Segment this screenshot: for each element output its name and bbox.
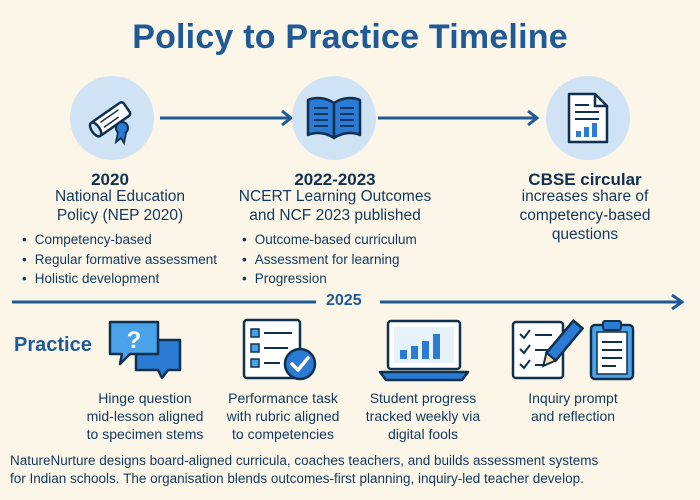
milestone-year: CBSE circular	[528, 170, 642, 189]
open-book-icon	[305, 93, 363, 143]
milestone-description	[490, 187, 680, 244]
description-line: Policy (NEP 2020)	[56, 207, 184, 224]
caption-line: mid-lesson aligned	[86, 408, 204, 424]
document-chart-icon	[565, 91, 611, 145]
diploma-scroll-icon	[84, 90, 140, 146]
description-line: and NCF 2023 published	[249, 207, 421, 224]
milestone-bullets	[22, 230, 242, 289]
bullet-item: • Outcome-based curriculum	[242, 230, 462, 250]
arrow-2020-to-2022	[160, 111, 291, 125]
caption-line: digital fools	[387, 426, 459, 442]
footer-line: for Indian schools. The organisation blends outcomes-first planning, inquiry-led teacher develop.	[10, 471, 584, 486]
milestone-description	[225, 187, 445, 225]
description-line: National Education	[54, 188, 186, 205]
arrow-2022-to-cbse	[378, 111, 537, 125]
bullet-item: • Regular formative assessment	[22, 250, 242, 270]
bullet-item: • Progression	[242, 269, 462, 289]
milestone-icon-circle	[292, 76, 376, 160]
checklist-badge-icon	[240, 316, 320, 384]
clipboard-icon	[588, 318, 636, 382]
practice-caption	[348, 389, 498, 443]
practice-caption	[208, 389, 358, 443]
description-line: competency-based	[519, 207, 651, 224]
pencil-clipboard-icon	[510, 316, 584, 384]
bullet-item: • Holistic development	[22, 269, 242, 289]
footer-line: NatureNurture designs board-aligned curricula, coaches teachers, and builds assessment systems	[10, 453, 599, 468]
footer-description	[10, 452, 694, 488]
description-line: NCERT Learning Outcomes	[238, 188, 432, 205]
caption-line: with rubric aligned	[226, 408, 340, 424]
caption-line: Hinge question	[98, 390, 192, 406]
milestone-description	[20, 187, 220, 225]
page-title: Policy to Practice Timeline	[132, 18, 568, 56]
milestone-icon-circle	[70, 76, 154, 160]
caption-line: tracked weekly via	[365, 408, 481, 424]
svg-text:?: ?	[126, 327, 142, 354]
description-line: increases share of	[521, 188, 649, 205]
bullet-item: • Competency-based	[22, 230, 242, 250]
caption-line: Student progress	[369, 390, 477, 406]
bullet-item: • Assessment for learning	[242, 250, 462, 270]
milestone-icon-circle	[546, 76, 630, 160]
milestone-year: 2022-2023	[294, 170, 376, 189]
laptop-chart-icon	[378, 318, 470, 384]
practice-caption	[498, 389, 648, 425]
milestone-year: 2020	[91, 170, 129, 189]
caption-line: Performance task	[228, 390, 338, 406]
caption-line: and reflection	[530, 408, 616, 424]
axis-year-label: 2025	[318, 292, 370, 310]
practice-caption	[65, 389, 225, 443]
description-line: questions	[551, 226, 619, 243]
caption-line: to specimen stems	[86, 426, 204, 442]
caption-line: to competencies	[232, 426, 334, 442]
caption-line: Inquiry prompt	[528, 390, 618, 406]
milestone-bullets	[242, 230, 462, 289]
chat-question-icon	[106, 318, 186, 384]
practice-label: Practice	[14, 334, 92, 356]
